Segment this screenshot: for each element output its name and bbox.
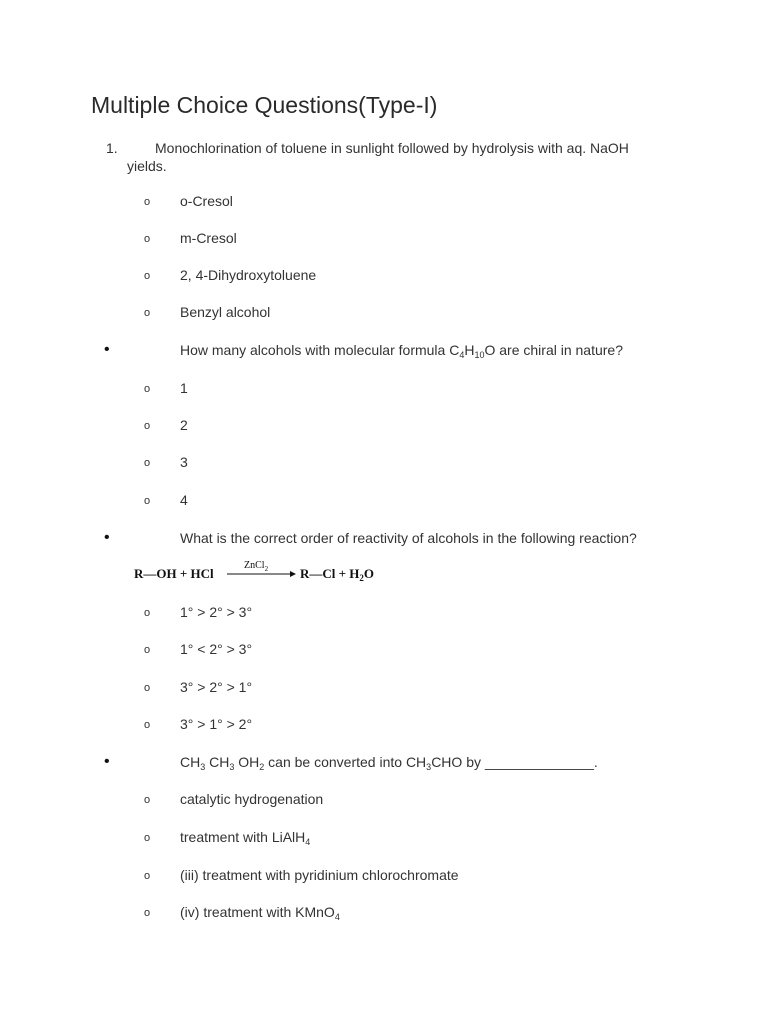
option-label: treatment with LiAlH$_4$ <box>180 829 311 847</box>
option-label: Benzyl alcohol <box>180 304 271 320</box>
option-label: 3 <box>180 454 188 470</box>
bullet-marker: • <box>104 529 110 546</box>
equation-products: R—Cl + $H_2O$ <box>300 566 375 583</box>
bullet-marker: • <box>104 341 110 358</box>
q1-option-d <box>0 302 768 322</box>
option-marker: o <box>144 644 151 656</box>
option-label: o-Cresol <box>180 193 233 209</box>
option-marker: o <box>144 719 151 731</box>
question-1 <box>106 139 666 175</box>
q2-option-a <box>0 378 768 398</box>
reaction-arrow-head <box>290 571 296 577</box>
option-label: 2 <box>180 417 188 433</box>
option-marker: o <box>144 870 151 882</box>
equation-reagent: ZnCl$_2$ <box>244 560 269 573</box>
q1-option-b <box>0 228 768 248</box>
q3-option-a <box>0 602 768 622</box>
option-marker: o <box>144 270 151 282</box>
option-label: (iii) treatment with pyridinium chlorochromate <box>180 867 459 883</box>
option-marker: o <box>144 832 151 844</box>
q2-option-b <box>0 415 768 435</box>
q4-option-a <box>0 789 768 809</box>
option-marker: o <box>144 682 151 694</box>
option-marker: o <box>144 607 151 619</box>
q3-option-d <box>0 714 768 734</box>
q3-option-c <box>0 677 768 697</box>
option-label: 3° > 1° > 2° <box>180 716 253 732</box>
option-label: m-Cresol <box>180 230 237 246</box>
q1-option-a <box>0 191 768 211</box>
q2-option-d <box>0 490 768 510</box>
option-label: (iv) treatment with KMnO$_4$ <box>180 904 340 922</box>
question-2-text: How many alcohols with molecular formula $C_4H_{10}O$ are chiral in nature? <box>180 342 624 360</box>
bullet-marker: • <box>104 753 110 770</box>
q3-option-b <box>0 639 768 659</box>
q2-option-c <box>0 452 768 472</box>
option-label: catalytic hydrogenation <box>180 791 324 807</box>
question-2 <box>0 340 768 360</box>
q4-option-b <box>0 827 768 847</box>
reaction-equation <box>134 554 394 588</box>
option-label: 3° > 2° > 1° <box>180 679 253 695</box>
option-marker: o <box>144 420 151 432</box>
question-1-number: 1. <box>106 140 118 156</box>
option-marker: o <box>144 233 151 245</box>
question-3 <box>0 528 768 548</box>
option-label: 4 <box>180 492 188 508</box>
equation-reactants: R—OH + HCl <box>134 566 214 581</box>
question-3-text: What is the correct order of reactivity of alcohols in the following reaction? <box>180 530 637 546</box>
question-1-text: Monochlorination of toluene in sunlight followed by hydrolysis with aq. NaOH yields. <box>127 140 629 174</box>
page-title: Multiple Choice Questions(Type-I) <box>91 92 438 118</box>
option-marker: o <box>144 457 151 469</box>
option-label: 2, 4-Dihydroxytoluene <box>180 267 317 283</box>
question-4 <box>0 752 768 772</box>
option-label: 1° > 2° > 3° <box>180 604 253 620</box>
option-marker: o <box>144 907 151 919</box>
q1-option-c <box>0 265 768 285</box>
option-label: 1 <box>180 380 188 396</box>
option-marker: o <box>144 495 151 507</box>
q4-option-d <box>0 902 768 922</box>
q4-option-c <box>0 865 768 885</box>
option-marker: o <box>144 383 151 395</box>
option-marker: o <box>144 794 151 806</box>
option-marker: o <box>144 307 151 319</box>
question-4-text: $CH_3$ $CH_3$ $OH_2$ can be converted into $CH_3CHO$ by ______________. <box>180 754 598 772</box>
option-label: 1° < 2° > 3° <box>180 641 253 657</box>
option-marker: o <box>144 196 151 208</box>
